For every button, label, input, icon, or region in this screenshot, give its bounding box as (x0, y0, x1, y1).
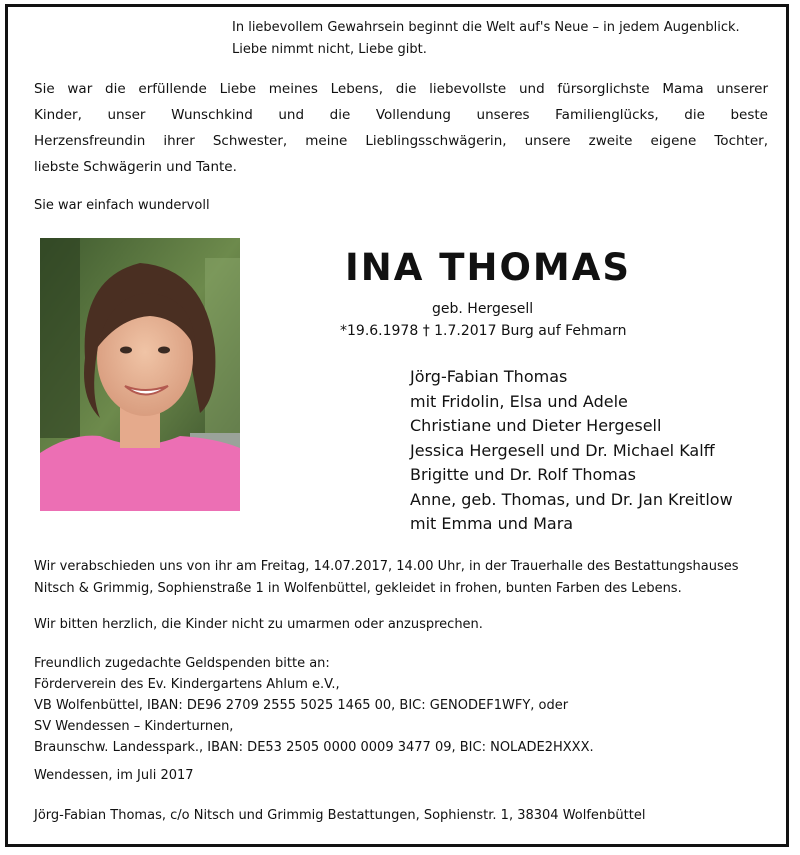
place-date: Wendessen, im Juli 2017 (34, 768, 194, 783)
life-dates: *19.6.1978 † 1.7.2017 Burg auf Fehmarn (340, 323, 627, 339)
donation-line: Förderverein des Ev. Kindergartens Ahlum e.V., (34, 677, 340, 692)
mourner-line: mit Fridolin, Elsa und Adele (410, 391, 628, 411)
donation-line: Freundlich zugedachte Geldspenden bitte an: (34, 656, 330, 671)
donation-line: SV Wendessen – Kinderturnen, (34, 719, 234, 734)
wonderful-line: Sie war einfach wundervoll (34, 198, 210, 213)
intro-paragraph (34, 76, 768, 180)
quote-line: Liebe nimmt nicht, Liebe gibt. (232, 42, 427, 57)
intro-line: Sie war die erfüllende Liebe meines Lebens, die liebevollste und fürsorglichste Mama unserer (34, 81, 768, 97)
mourner-line: mit Emma und Mara (410, 514, 574, 533)
intro-line: Kinder, unser Wunschkind und die Vollendung unseres Familienglücks, die beste (34, 107, 768, 123)
quote-line: In liebevollem Gewahrsein beginnt die Welt auf's Neue – in jedem Augenblick. (232, 20, 740, 35)
mourner-line: Anne, geb. Thomas, und Dr. Jan Kreitlow (410, 489, 733, 509)
portrait-photo (40, 238, 240, 511)
intro-line: Herzensfreundin ihrer Schwester, meine Lieblingsschwägerin, unsere zweite eigene Tochter, (34, 133, 768, 149)
mourner-line: Christiane und Dieter Hergesell (410, 416, 662, 435)
intro-line: liebste Schwägerin und Tante. (34, 159, 237, 175)
donation-line: Braunschw. Landesspark., IBAN: DE53 2505 0000 0009 3477 09, BIC: NOLADE2HXXX. (34, 740, 594, 755)
mourner-line: Jörg-Fabian Thomas (410, 367, 568, 386)
children-note: Wir bitten herzlich, die Kinder nicht zu umarmen oder anzusprechen. (34, 617, 483, 632)
opening-quote (232, 17, 740, 61)
donation-line: VB Wolfenbüttel, IBAN: DE96 2709 2555 5025 1465 00, BIC: GENODEF1WFY, oder (34, 698, 569, 713)
mourner-line: Brigitte und Dr. Rolf Thomas (410, 465, 636, 484)
farewell-paragraph: Wir verabschieden uns von ihr am Freitag, 14.07.2017, 14.00 Uhr, in der Trauerhalle des Bestattungshauses Nitsch & Grimmig, Sophienstraße 1 in Wolfenbüttel, gekleidet in frohen, bunten Farben des Lebens. (34, 559, 739, 596)
birth-name: geb. Hergesell (432, 301, 534, 317)
deceased-name: INA THOMAS (345, 246, 632, 289)
mourners-list (410, 365, 733, 537)
donation-info (34, 653, 594, 758)
mourner-line: Jessica Hergesell und Dr. Michael Kalff (410, 440, 715, 460)
contact-address: Jörg-Fabian Thomas, c/o Nitsch und Grimmig Bestattungen, Sophienstr. 1, 38304 Wolfenbüttel (34, 808, 646, 823)
